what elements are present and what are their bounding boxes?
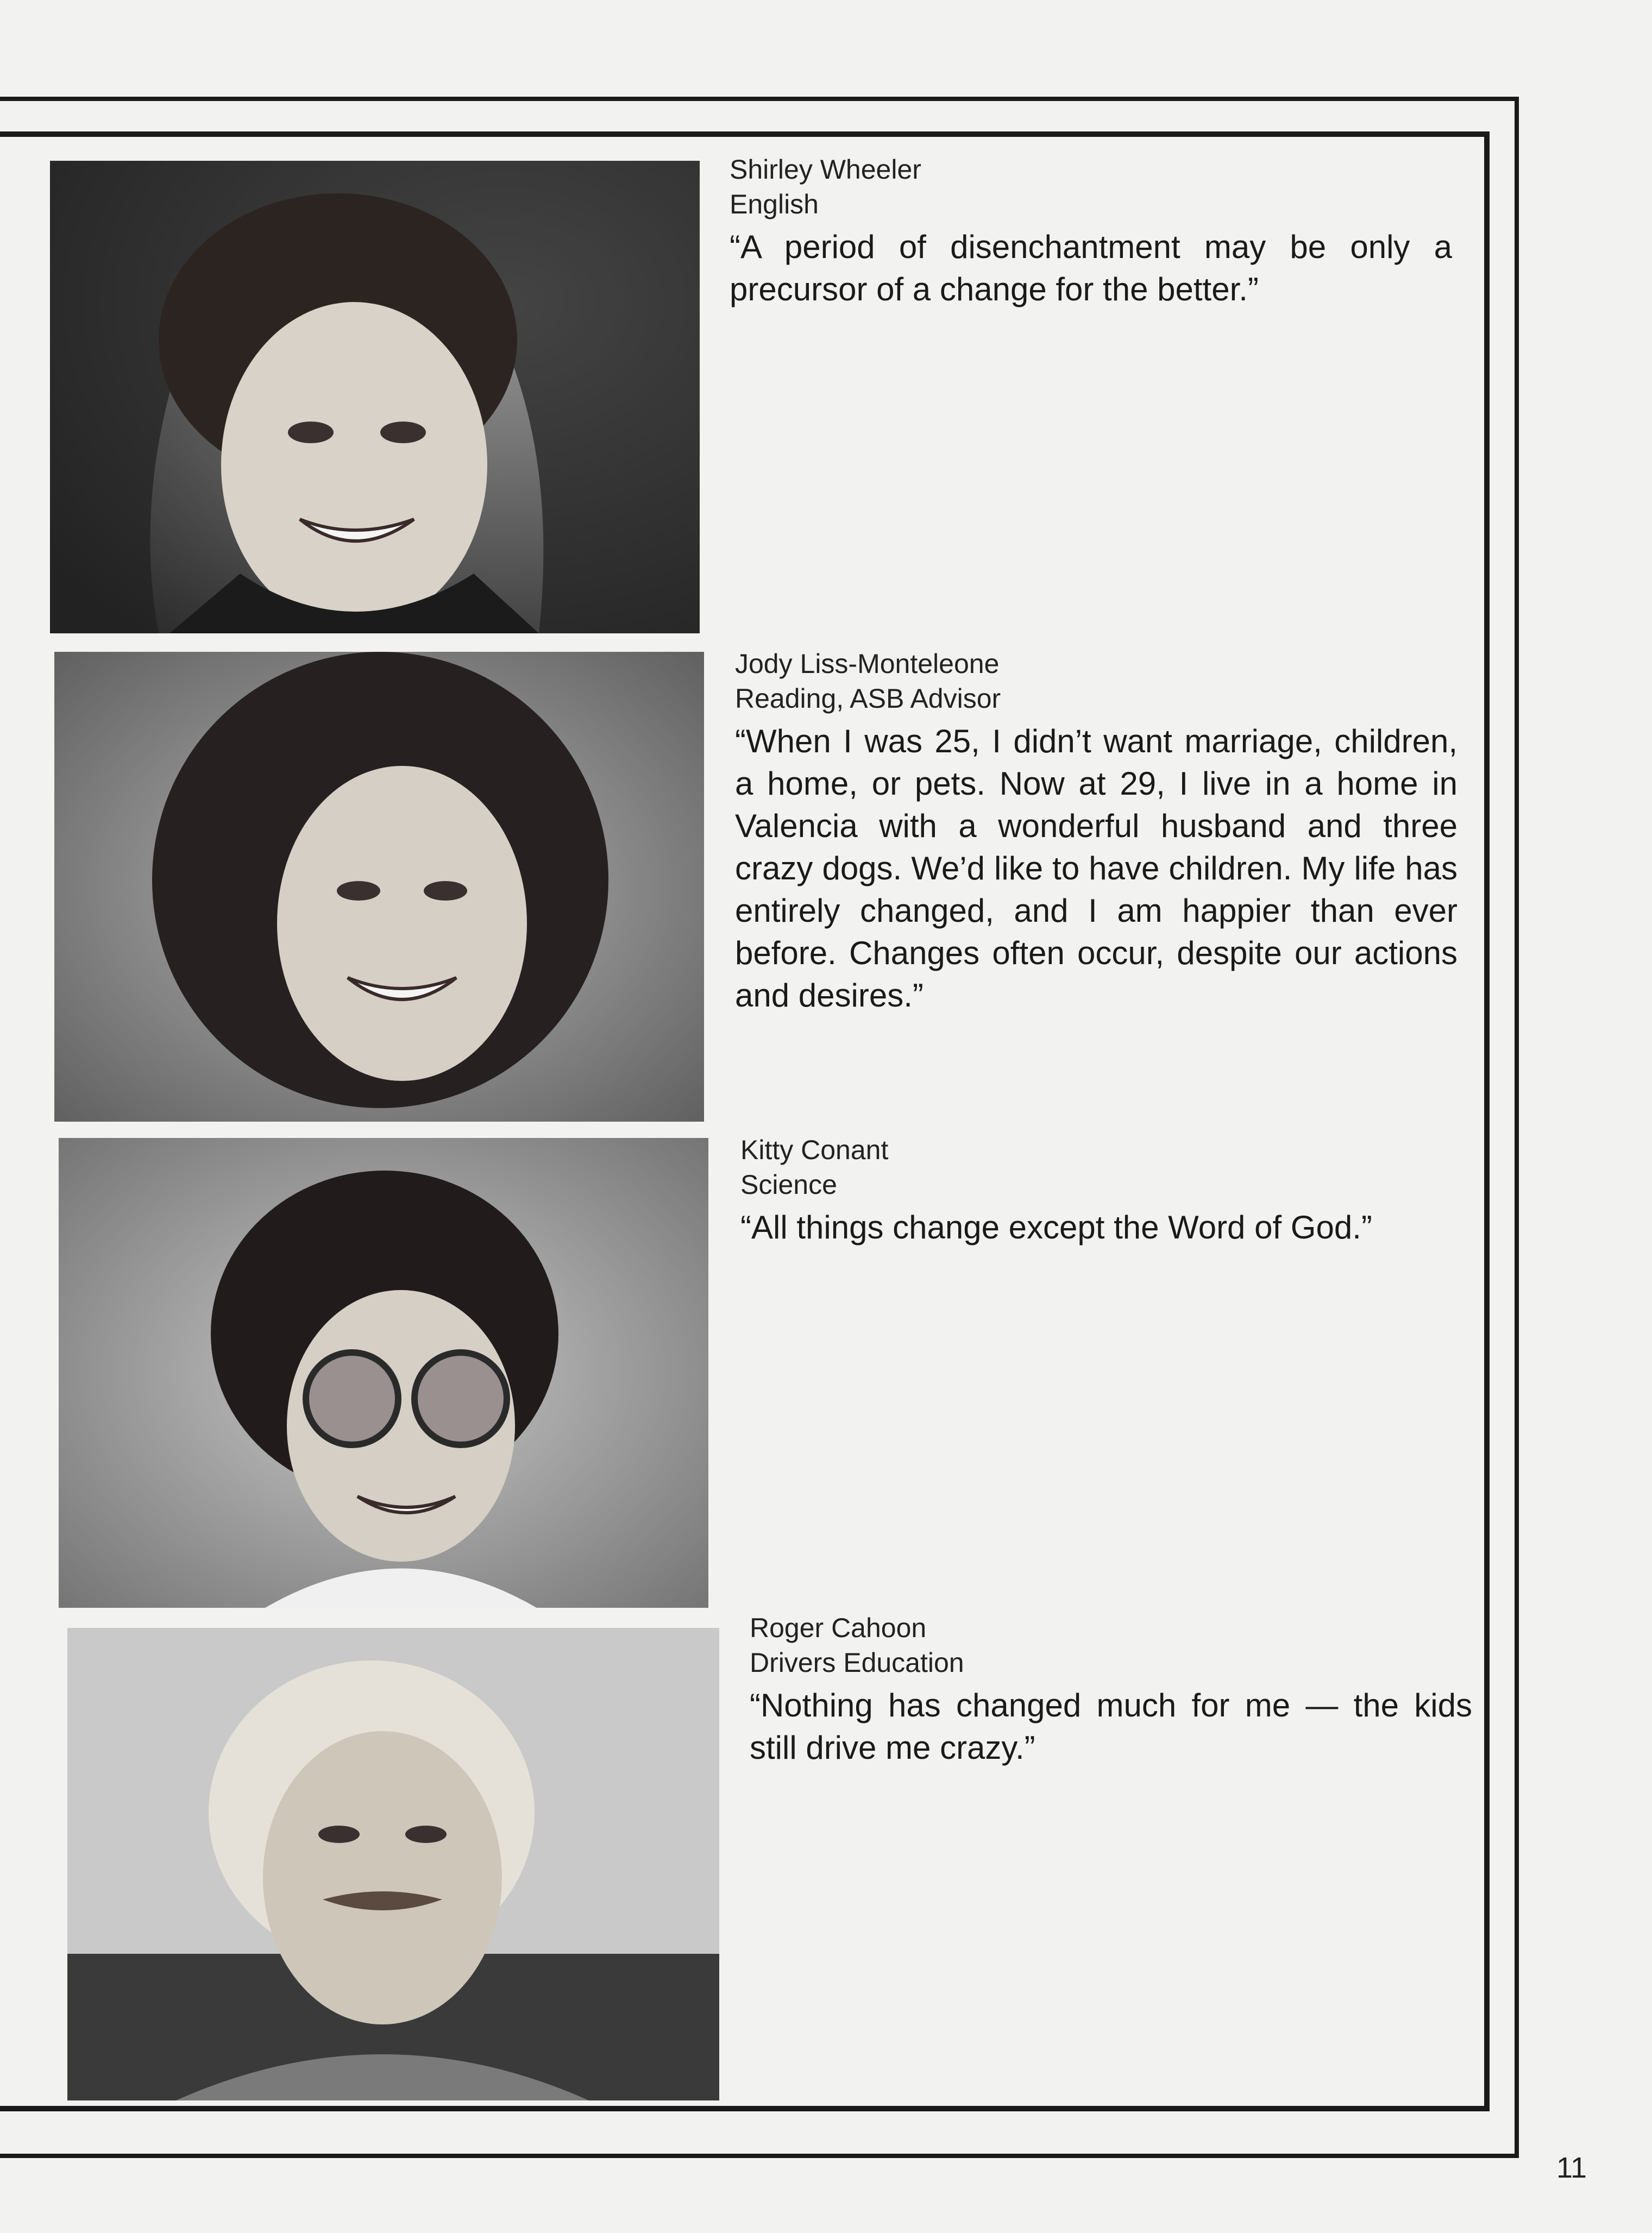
portrait-photo-shirley-wheeler	[50, 161, 700, 633]
portrait-photo-jody-liss-monteleone	[54, 652, 704, 1122]
faculty-entry-4	[750, 1611, 1472, 1769]
teacher-department: Science	[740, 1169, 837, 1200]
teacher-quote: “When I was 25, I didn’t want marriage, children, a home, or pets. Now at 29, I live in a home in Valencia with a wonderful husband and three crazy dogs. We’d like to have children. My life has entirely changed, and I am happier than ever before. Changes often occur, despite our actions and desires.”	[735, 723, 1458, 1014]
portrait-photo-kitty-conant	[59, 1138, 708, 1608]
teacher-name: Shirley Wheeler	[730, 154, 921, 185]
faculty-entry-1	[730, 152, 1452, 311]
teacher-department: Reading, ASB Advisor	[735, 683, 1001, 714]
teacher-quote: “All things change except the Word of God.”	[740, 1209, 1372, 1246]
page-number: 11	[1556, 2152, 1587, 2184]
portrait-photo-roger-cahoon	[67, 1628, 719, 2100]
teacher-quote: “Nothing has changed much for me — the kids still drive me crazy.”	[750, 1687, 1472, 1766]
teacher-quote: “A period of disenchantment may be only a precursor of a change for the better.”	[730, 229, 1452, 307]
teacher-department: English	[730, 189, 819, 219]
teacher-name: Roger Cahoon	[750, 1613, 927, 1643]
teacher-name: Kitty Conant	[740, 1135, 889, 1165]
faculty-entry-3	[740, 1133, 1463, 1249]
faculty-entry-2	[735, 646, 1458, 1017]
teacher-department: Drivers Education	[750, 1647, 964, 1678]
teacher-name: Jody Liss-Monteleone	[735, 649, 1000, 679]
